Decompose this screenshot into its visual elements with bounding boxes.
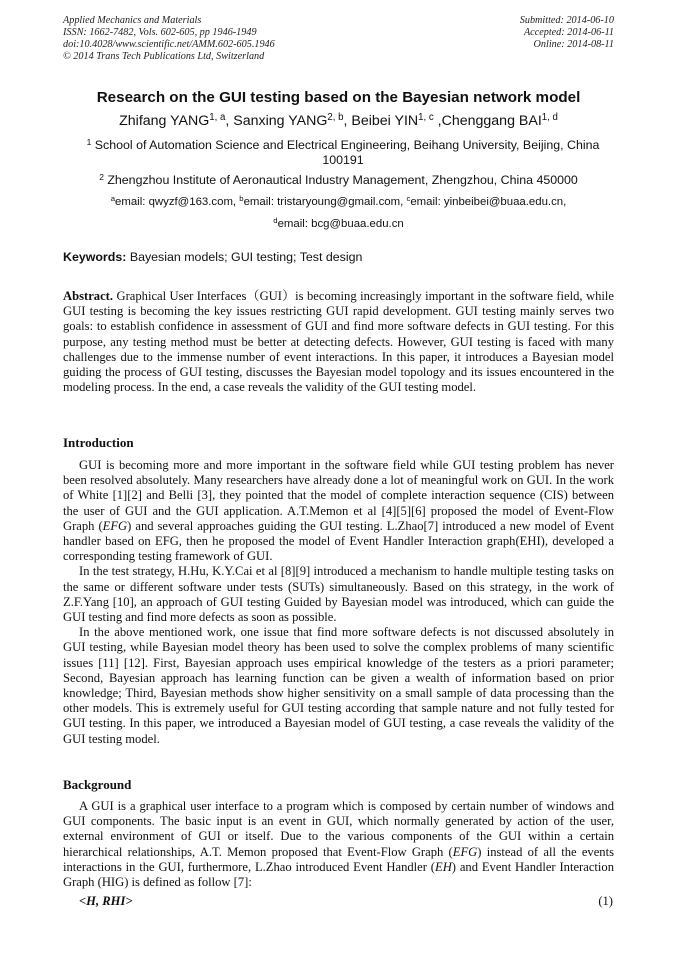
- text-run: ) and Event Handler Interaction Graph (HIG) is defined as follow [7]:: [63, 859, 615, 890]
- introduction-paragraph: In the above mentioned work, one issue that find more software defects is not discussed absolutely in GUI testing, while Bayesian model theory has been used to solve the complex problems of many scientific issues [11] [12]. First, Bayesian approach uses empirical knowledge of the testers as a priori parameter; Second, Bayesian approach has learning function can be given a wealth of information based on prior knowledge; Third, Bayesian methods show higher sensitivity on a small sample of data processing than the other models. This is extremely useful for GUI testing according that sample nature and not fully tested for GUI testing. In this paper, we introduced a Bayesian model of GUI testing, a case reveals the validity of the GUI testing model.: [63, 625, 614, 746]
- affiliation-1: [78, 138, 608, 168]
- email-mark: c: [406, 194, 411, 204]
- text-run-italic: EH: [435, 859, 452, 874]
- text-run: ) instead of all the events interactions in the GUI, furthermore, L.Zhao introduced Event Handler (: [63, 844, 615, 874]
- equation-number: (1): [598, 894, 613, 908]
- keywords-text: Bayesian models; GUI testing; Test design: [129, 250, 363, 264]
- author-name: Zhifang YANG: [119, 113, 210, 129]
- text-run: GUI is becoming more and more important in the software field while GUI testing problem has never been resolved absolutely. Many researchers have already done a lot of meaningful work on GUI. In the work of White [1][2] and Belli [3], they pointed that the model of complete interaction sequence (CIS) between the user of GUI and the GUI application. A.T.Memon et al [4][5][6] proposed the model of Event-Flow Graph (: [63, 458, 614, 533]
- introduction-heading: Introduction: [63, 435, 134, 450]
- background-heading: Background: [63, 777, 132, 792]
- keywords-label: Keywords:: [63, 250, 127, 264]
- author-affiliation-mark: 1, a: [209, 112, 226, 124]
- journal-doi: doi:10.4028/www.scientific.net/AMM.602-605.1946: [63, 39, 275, 50]
- introduction-paragraph: [63, 458, 614, 564]
- email-mark: a: [110, 194, 116, 204]
- email-text: email: bcg@buaa.edu.cn: [277, 218, 404, 230]
- affiliation-text: School of Automation Science and Electrical Engineering, Beihang University, Beijing, China 100191: [94, 138, 600, 167]
- accepted-date: Accepted: 2014-06-11: [523, 27, 614, 38]
- author-list: Zhifang YANG$^{1, a}$, Sanxing YANG$^{2, b}$, Beibei YIN$^{1, c}$ ,Chenggang BAI$^{1, d}$: [119, 112, 558, 129]
- background-body: [63, 799, 614, 890]
- affiliation-mark: 2: [99, 171, 104, 182]
- email-text: email: qwyzf@163.com,: [115, 196, 237, 208]
- affiliation-text: Zhengzhou Institute of Aeronautical Industry Management, Zhengzhou, China 450000: [107, 173, 578, 187]
- keywords: [63, 250, 362, 264]
- journal-header: [63, 15, 275, 63]
- email-mark: b: [239, 194, 244, 204]
- introduction-paragraph: In the test strategy, H.Hu, K.Y.Cai et al [8][9] introduced a mechanism to handle multiple testing tasks on the same or different software under tests (SUTs) simultaneously. Based on this strategy, in the work of Z.F.Yang [10], an approach of GUI testing Guided by Bayesian model was introduced, which can guide the GUI testing and find more defects as soon as possible.: [63, 564, 614, 625]
- background-paragraph: [63, 799, 614, 890]
- email-mark: d: [273, 216, 278, 226]
- author-affiliation-mark: 1, c: [418, 112, 434, 124]
- formula: <H, RHI>: [79, 894, 133, 908]
- submitted-date: Submitted: 2014-06-10: [519, 15, 614, 26]
- author-name: Sanxing YANG: [233, 113, 328, 129]
- affiliation-2: [63, 173, 614, 188]
- author-affiliation-mark: 2, b: [327, 112, 344, 124]
- email-line-1: [63, 195, 614, 209]
- text-run: ) and several approaches guiding the GUI testing. L.Zhao[7] introduced a new model of Event handler based on EFG, then he proposed the model of Event Handler Interaction graph(EHI), developed a corresponding testing framework of GUI.: [63, 518, 614, 564]
- abstract: [63, 289, 614, 395]
- journal-name: Applied Mechanics and Materials: [63, 15, 202, 26]
- journal-issn: ISSN: 1662-7482, Vols. 602-605, pp 1946-1949: [63, 27, 257, 38]
- paper-title: Research on the GUI testing based on the Bayesian network model: [96, 89, 581, 106]
- email-line-2: [63, 217, 614, 231]
- email-text: email: yinbeibei@buaa.edu.cn,: [410, 196, 567, 208]
- abstract-label: Abstract.: [63, 289, 114, 303]
- introduction-body: [63, 458, 614, 747]
- journal-copyright: © 2014 Trans Tech Publications Ltd, Switzerland: [63, 51, 265, 62]
- text-run-italic: EFG: [102, 518, 128, 533]
- abstract-text: Graphical User Interfaces（GUI）is becoming increasingly important in the software field, while GUI testing is becoming the key issues restricting GUI rapid development. GUI testing mainly serves two goals: to establish confidence in assessment of GUI and find more software defects in GUI testing. For this purpose, any testing method must be better at detecting defects. However, GUI testing is faced with many challenges due to the immense number of event interactions. In this paper, it introduces a Bayesian model guiding the process of GUI testing, discusses the Bayesian model topology and its issues encountered in the modeling process. In the end, a case reveals the validity of the GUI testing model.: [63, 289, 614, 395]
- online-date: Online: 2014-08-11: [533, 39, 614, 50]
- author-affiliation-mark: 1, d: [541, 112, 558, 124]
- author-name: Chenggang BAI: [441, 113, 542, 129]
- email-text: email: tristaryoung@gmail.com,: [243, 196, 404, 208]
- submission-dates: [520, 15, 614, 51]
- text-run: A GUI is a graphical user interface to a program which is composed by certain number of windows and GUI components. The basic input is an event in GUI, which normally generated by action of the user, external environment of GUI or itself. Due to the various components of the GUI within a certain hierarchical relationships, A.T. Memon proposed that Event-Flow Graph (: [63, 799, 614, 859]
- text-run-italic: EFG: [452, 844, 478, 859]
- affiliation-mark: 1: [86, 136, 92, 147]
- author-name: Beibei YIN: [351, 113, 419, 129]
